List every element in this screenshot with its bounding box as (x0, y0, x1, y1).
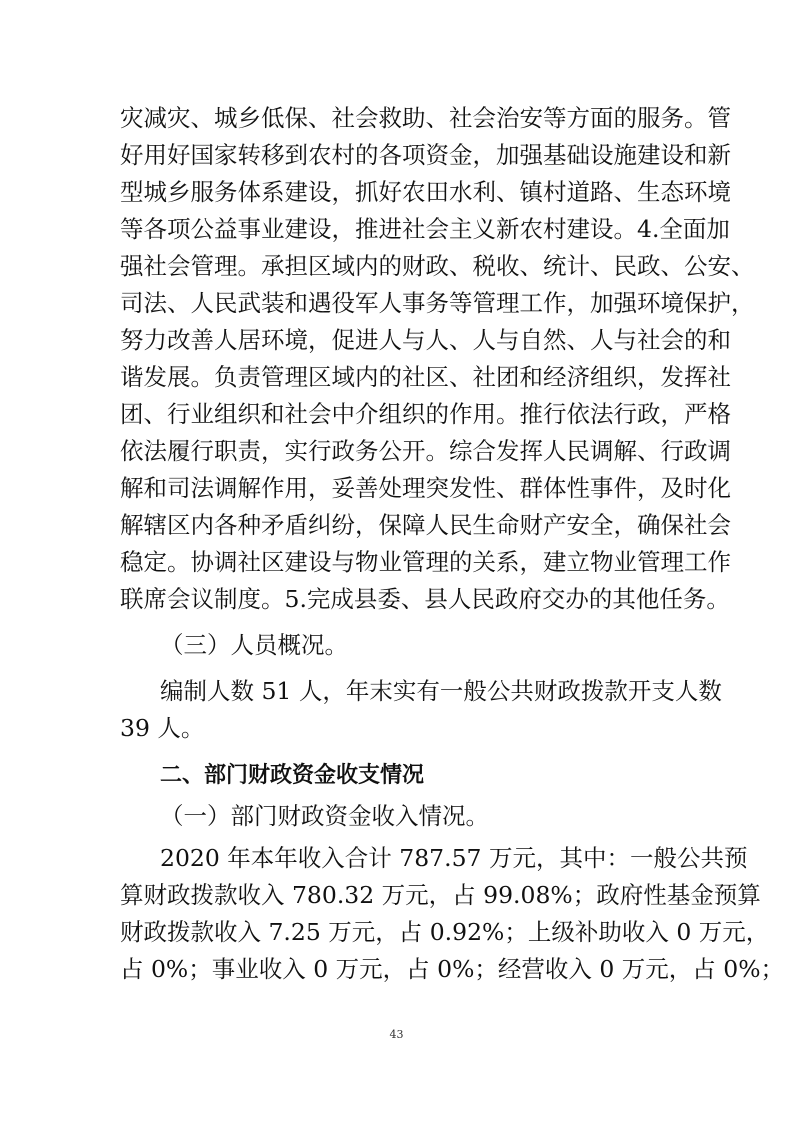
subsection-heading-income: （一）部门财政资金收入情况。 (160, 802, 489, 830)
text-line: 占 0%；事业收入 0 万元，占 0%；经营收入 0 万元，占 0%； (120, 955, 785, 983)
text-line: 好用好国家转移到农村的各项资金，加强基础设施建设和新 (120, 141, 731, 169)
section-heading-staffing: （三）人员概况。 (160, 631, 348, 659)
text-line: 谐发展。负责管理区域内的社区、社团和经济组织，发挥社 (120, 363, 731, 391)
text-line: 努力改善人居环境，促进人与人、人与自然、人与社会的和 (120, 326, 731, 354)
page-number: 43 (389, 1028, 404, 1041)
text-line: 解辖区内各种矛盾纠纷，保障人民生命财产安全，确保社会 (120, 511, 731, 539)
text-line: 解和司法调解作用，妥善处理突发性、群体性事件，及时化 (120, 474, 731, 502)
text-line: 灾减灾、城乡低保、社会救助、社会治安等方面的服务。管 (120, 104, 731, 132)
text-line: 39 人。 (120, 714, 205, 742)
text-line: 强社会管理。承担区域内的财政、税收、统计、民政、公安、 (120, 252, 755, 280)
text-line: 联席会议制度。5.完成县委、县人民政府交办的其他任务。 (120, 585, 730, 613)
text-line: 司法、人民武装和遇役军人事务等管理工作，加强环境保护， (120, 289, 755, 317)
text-line: 稳定。协调社区建设与物业管理的关系，建立物业管理工作 (120, 548, 731, 576)
text-line: 2020 年本年收入合计 787.57 万元，其中：一般公共预 (160, 844, 748, 872)
text-line: 团、行业组织和社会中介组织的作用。推行依法行政，严格 (120, 400, 731, 428)
text-line: 编制人数 51 人，年末实有一般公共财政拨款开支人数 (160, 677, 722, 705)
text-line: 等各项公益事业建设，推进社会主义新农村建设。4.全面加 (120, 215, 730, 243)
part-heading-finance: 二、部门财政资金收支情况 (160, 763, 425, 788)
text-line: 财政拨款收入 7.25 万元，占 0.92%；上级补助收入 0 万元， (120, 918, 770, 946)
text-line: 型城乡服务体系建设，抓好农田水利、镇村道路、生态环境 (120, 178, 731, 206)
text-line: 算财政拨款收入 780.32 万元，占 99.08%；政府性基金预算 (120, 881, 761, 909)
text-line: 依法履行职责，实行政务公开。综合发挥人民调解、行政调 (120, 437, 731, 465)
